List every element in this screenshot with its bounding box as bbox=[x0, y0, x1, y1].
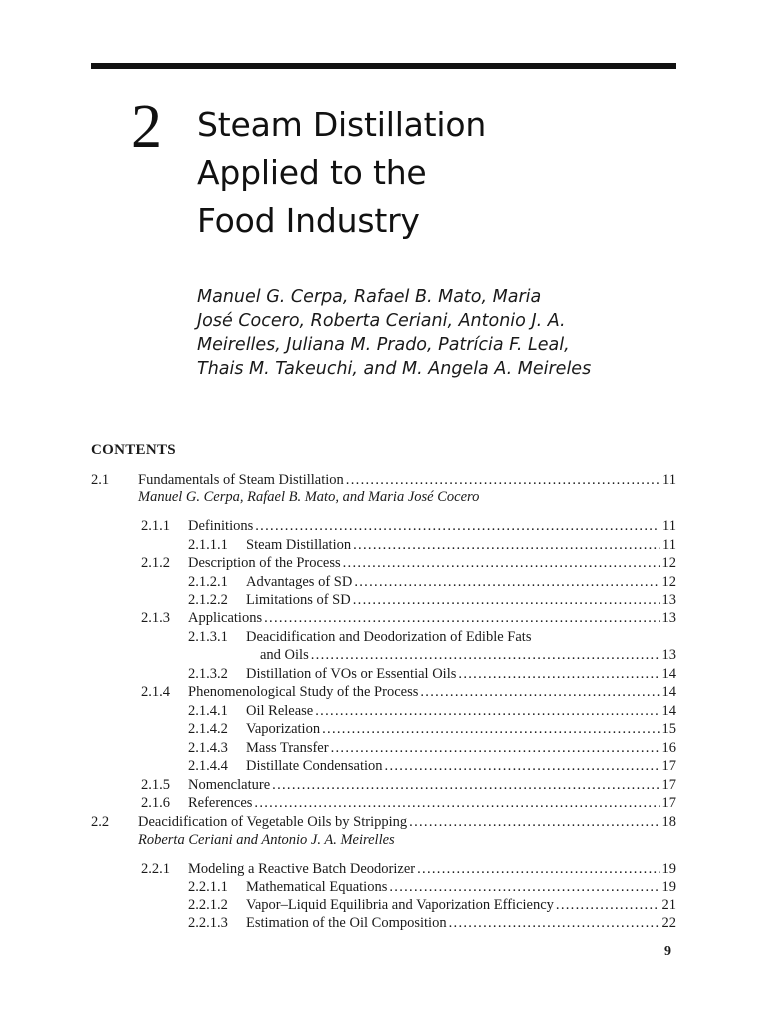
toc-entry-number: 2.1.4.4 bbox=[188, 758, 228, 774]
toc-entry-title: Fundamentals of Steam Distillation bbox=[138, 472, 344, 488]
toc-dot-leader bbox=[354, 573, 659, 591]
toc-dot-leader bbox=[556, 896, 660, 914]
toc-dot-leader bbox=[264, 609, 659, 627]
toc-entry[interactable] bbox=[188, 554, 676, 572]
author-line: Manuel G. Cerpa, Rafael B. Mato, Maria bbox=[197, 287, 542, 307]
toc-page-number: 12 bbox=[661, 574, 676, 590]
chapter-number: 2 bbox=[131, 93, 162, 161]
toc-dot-leader bbox=[343, 554, 660, 572]
toc-dot-leader bbox=[417, 860, 659, 878]
toc-entry-number: 2.2 bbox=[91, 814, 110, 830]
toc-entry-number: 2.1.4.3 bbox=[188, 740, 228, 756]
toc-entry[interactable] bbox=[260, 646, 676, 664]
chapter-title-line: Applied to the bbox=[197, 153, 427, 192]
toc-entry[interactable] bbox=[246, 628, 676, 646]
toc-entry-title: Distillate Condensation bbox=[246, 758, 383, 774]
toc-entry-title: Modeling a Reactive Batch Deodorizer bbox=[188, 861, 416, 877]
toc-entry-number: 2.1.1.1 bbox=[188, 537, 228, 553]
toc-entry-number: 2.1.2 bbox=[141, 555, 170, 571]
toc-entry[interactable] bbox=[246, 536, 676, 554]
toc-page-number: 16 bbox=[661, 740, 676, 756]
toc-entry-number: 2.2.1.1 bbox=[188, 879, 228, 895]
toc-entry-number: 2.2.1.2 bbox=[188, 897, 228, 913]
toc-page-number: 22 bbox=[661, 915, 676, 931]
toc-entry[interactable] bbox=[246, 878, 676, 896]
toc-page-number: 14 bbox=[661, 666, 676, 682]
toc-page-number: 13 bbox=[661, 592, 676, 608]
toc-dot-leader bbox=[254, 794, 659, 812]
toc-entry-number: 2.1.2.1 bbox=[188, 574, 228, 590]
toc-entry-number: 2.1.2.2 bbox=[188, 592, 228, 608]
toc-page-number: 19 bbox=[661, 861, 676, 877]
toc-entry-title: Deacidification of Vegetable Oils by Stripping bbox=[138, 814, 408, 830]
toc-entry-title: Oil Release bbox=[246, 703, 314, 719]
chapter-title bbox=[197, 101, 486, 245]
toc-dot-leader bbox=[409, 813, 659, 831]
toc-dot-leader bbox=[315, 702, 659, 720]
toc-entry-title: Estimation of the Oil Composition bbox=[246, 915, 447, 931]
toc-dot-leader bbox=[353, 591, 660, 609]
toc-entry-title: Description of the Process bbox=[188, 555, 341, 571]
toc-entry[interactable] bbox=[246, 739, 676, 757]
toc-entry[interactable] bbox=[246, 896, 676, 914]
toc-page-number: 17 bbox=[661, 758, 676, 774]
toc-entry-number: 2.1.4 bbox=[141, 684, 170, 700]
toc-entry-number: 2.1.3.1 bbox=[188, 629, 228, 645]
toc-entry-number: 2.1.4.2 bbox=[188, 721, 228, 737]
toc-entry-title: Limitations of SD bbox=[246, 592, 351, 608]
toc-entry[interactable] bbox=[246, 720, 676, 738]
toc-entry[interactable] bbox=[138, 471, 676, 489]
toc-entry-title: Mass Transfer bbox=[246, 740, 329, 756]
toc-entry-title: Vapor–Liquid Equilibria and Vaporization Efficiency bbox=[246, 897, 554, 913]
toc-entry[interactable] bbox=[246, 573, 676, 591]
toc-entry-number: 2.1 bbox=[91, 472, 110, 488]
chapter-title-line: Steam Distillation bbox=[197, 105, 487, 144]
toc-entry[interactable] bbox=[246, 702, 676, 720]
toc-page-number: 12 bbox=[661, 555, 676, 571]
toc-entry-title: References bbox=[188, 795, 253, 811]
chapter-authors bbox=[197, 285, 591, 381]
toc-entry[interactable] bbox=[188, 517, 676, 535]
toc-entry-number: 2.1.1 bbox=[141, 518, 170, 534]
toc-entry-title: Applications bbox=[188, 610, 263, 626]
chapter-title-line: Food Industry bbox=[197, 201, 420, 240]
toc-entry-number: 2.2.1 bbox=[141, 861, 170, 877]
toc-dot-leader bbox=[272, 776, 659, 794]
page-number: 9 bbox=[664, 944, 671, 959]
toc-dot-leader bbox=[311, 646, 660, 664]
chapter-top-rule bbox=[91, 63, 676, 69]
toc-page-number: 18 bbox=[661, 814, 676, 830]
toc-page-number: 17 bbox=[661, 777, 676, 793]
toc-page-number: 14 bbox=[661, 684, 676, 700]
toc-entry[interactable] bbox=[246, 757, 676, 775]
toc-dot-leader bbox=[346, 471, 660, 489]
toc-dot-leader bbox=[389, 878, 659, 896]
toc-entry-title: Vaporization bbox=[246, 721, 321, 737]
toc-dot-leader bbox=[449, 914, 660, 932]
toc-page-number: 21 bbox=[661, 897, 676, 913]
toc-page-number: 14 bbox=[661, 703, 676, 719]
toc-entry[interactable] bbox=[246, 914, 676, 932]
toc-entry[interactable] bbox=[188, 683, 676, 701]
toc-entry[interactable] bbox=[188, 776, 676, 794]
toc-entry[interactable] bbox=[246, 591, 676, 609]
toc-entry-number: 2.1.5 bbox=[141, 777, 170, 793]
toc-dot-leader bbox=[385, 757, 660, 775]
toc-entry-title: Definitions bbox=[188, 518, 254, 534]
toc-entry-title: Advantages of SD bbox=[246, 574, 353, 590]
toc-entry-number: 2.1.6 bbox=[141, 795, 170, 811]
author-line: José Cocero, Roberta Ceriani, Antonio J. A. bbox=[197, 311, 566, 331]
toc-entry-title: Steam Distillation bbox=[246, 537, 352, 553]
toc-page-number: 15 bbox=[661, 721, 676, 737]
toc-page-number: 11 bbox=[662, 537, 676, 553]
toc-dot-leader bbox=[420, 683, 659, 701]
toc-page-number: 11 bbox=[662, 518, 676, 534]
toc-dot-leader bbox=[322, 720, 659, 738]
toc-entry-title: Phenomenological Study of the Process bbox=[188, 684, 419, 700]
toc-dot-leader bbox=[458, 665, 659, 683]
toc-entry-title: Distillation of VOs or Essential Oils bbox=[246, 666, 457, 682]
toc-page-number: 17 bbox=[661, 795, 676, 811]
toc-entry[interactable] bbox=[138, 813, 676, 831]
toc-page-number: 11 bbox=[662, 472, 676, 488]
toc-dot-leader bbox=[353, 536, 660, 554]
toc-entry-number: 2.1.3.2 bbox=[188, 666, 228, 682]
contents-heading: CONTENTS bbox=[91, 442, 176, 458]
toc-entry[interactable] bbox=[188, 609, 676, 627]
toc-entry[interactable] bbox=[246, 665, 676, 683]
toc-dot-leader bbox=[255, 517, 660, 535]
author-line: Thais M. Takeuchi, and M. Angela A. Meireles bbox=[197, 359, 592, 379]
toc-entry-number: 2.2.1.3 bbox=[188, 915, 228, 931]
toc-section-authors: Manuel G. Cerpa, Rafael B. Mato, and Maria José Cocero bbox=[138, 489, 480, 505]
toc-entry-title: and Oils bbox=[260, 647, 309, 663]
toc-entry[interactable] bbox=[188, 860, 676, 878]
author-line: Meirelles, Juliana M. Prado, Patrícia F. Leal, bbox=[197, 335, 570, 355]
toc-entry-title: Deacidification and Deodorization of Edible Fats bbox=[246, 629, 532, 645]
toc-entry-title: Nomenclature bbox=[188, 777, 271, 793]
toc-section-authors: Roberta Ceriani and Antonio J. A. Meirelles bbox=[138, 832, 395, 848]
toc-page-number: 13 bbox=[661, 647, 676, 663]
toc-page-number: 13 bbox=[661, 610, 676, 626]
toc-page-number: 19 bbox=[661, 879, 676, 895]
toc-entry-title: Mathematical Equations bbox=[246, 879, 388, 895]
toc-entry-number: 2.1.3 bbox=[141, 610, 170, 626]
toc-entry[interactable] bbox=[188, 794, 676, 812]
toc-entry-number: 2.1.4.1 bbox=[188, 703, 228, 719]
toc-dot-leader bbox=[331, 739, 660, 757]
